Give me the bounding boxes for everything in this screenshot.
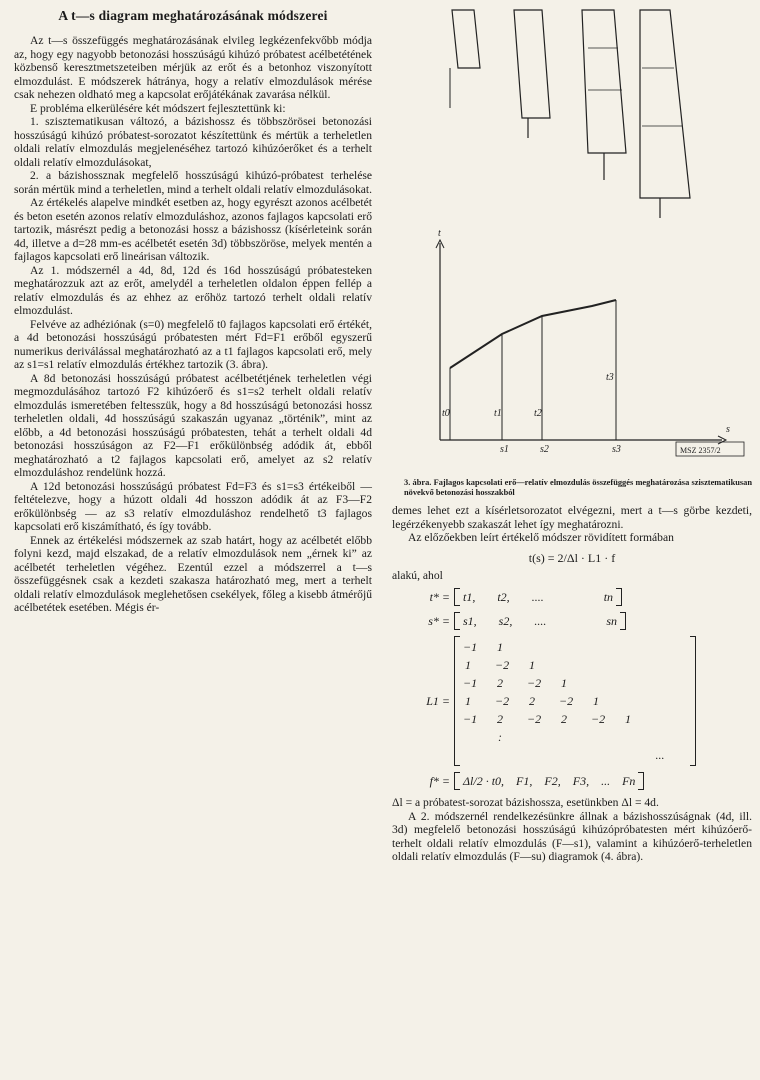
matrix-cell: −2 — [495, 694, 510, 708]
specimen-outline — [582, 10, 626, 153]
paragraph: demes lehet ezt a kísérletsorozatot elvégezni, mert a t—s görbe kezdeti, legérzékenyebb szakaszát lehet így meghatározni. — [392, 504, 752, 531]
matrix-cell: −1 — [463, 640, 478, 654]
t-vector-bracket — [454, 588, 622, 606]
matrix-cell — [463, 730, 473, 744]
matrix-cell — [623, 676, 633, 690]
main-formula: t(s) = 2/Δl · L1 · f — [528, 550, 616, 565]
formula-suffix: alakú, ahol — [392, 568, 443, 582]
specimen-outline — [640, 10, 690, 198]
section-title: A t—s diagram meghatározásának módszerei — [58, 8, 328, 23]
paragraph: A 2. módszernél rendelkezésünkre állnak a bázishosszúságnak (4d, ill. 3d) megfelelő betonozási hosszúságú kihúzópróbatesten mért kihúzóerő-terhelt oldali relatív elmozdulás (F—s1), valamint a kihúzóerő-terheletlen oldali relatív elmozdulás (F—su) diagramok (4. ábra). — [392, 809, 752, 863]
matrix-cell: 2 — [497, 712, 503, 726]
L-matrix-label: L1 = — [426, 694, 450, 708]
matrix-cell — [623, 640, 633, 654]
matrix-cell: −2 — [495, 658, 510, 672]
matrix-cell: 1 — [465, 694, 471, 708]
paragraph: Az előzőekben leírt értékelő módszer rövidített formában — [408, 531, 674, 544]
matrix-cell: 2 — [529, 694, 535, 708]
matrix-cell: : — [498, 730, 502, 744]
matrix-cell — [559, 748, 569, 762]
matrix-cell — [527, 640, 537, 654]
matrix-cell — [655, 712, 665, 726]
t-vector — [392, 588, 752, 606]
t-s-curve — [450, 300, 616, 368]
matrix-cell — [623, 730, 633, 744]
matrix-cell: 1 — [625, 712, 631, 726]
vector-entry: F3, — [572, 774, 590, 788]
point-label: t0 — [442, 408, 450, 419]
matrix-cell — [655, 694, 665, 708]
paragraph: A 8d betonozási hosszúságú próbatest acélbetétjének terheletlen végi megmozdulásához tartozó F2 kihúzóerő és s1=s2 terhelt oldali relatív elmozdulás ismeretében feltesszük, hogy a 8d hosszúságú betonozási hossz terheletlen oldali, 4d hosszúságú szakaszán ugyanaz „történik”, mint az előbb, a 4d betonozási hosszúságú próbatesten, tehát a terhelt oldali 4d betonozási hosszúságon az F2—F1 erőkülönbség adódik át, ebből meghatározható a t2 fajlagos kapcsolati erő, amelyet az s2 relatív elmozduláshoz rendelünk hozzá. — [14, 371, 372, 479]
matrix-cell: −1 — [463, 712, 478, 726]
matrix-cell — [591, 730, 601, 744]
L-matrix — [392, 636, 752, 766]
vector-entry: Fn — [622, 774, 636, 788]
matrix-cell — [591, 640, 601, 654]
matrix-cell: 1 — [593, 694, 599, 708]
point-label: t1 — [494, 408, 502, 419]
f-vector-bracket — [454, 772, 644, 790]
matrix-cell — [655, 730, 665, 744]
paragraph: 2. a bázishossznak megfelelő hosszúságú kihúzó-próbatest terhelése során mértük mind a terheletlen, mind a terhelt oldali relatív elmozdulásokat. — [14, 169, 373, 196]
vector-entry: sn — [606, 614, 618, 628]
vector-entry: s1, — [463, 614, 477, 628]
matrix-grid — [455, 636, 695, 766]
matrix-cell: 1 — [465, 658, 471, 672]
matrix-cell — [591, 748, 601, 762]
y-axis-label: t — [438, 228, 441, 239]
matrix-cell: 2 — [561, 712, 567, 726]
matrix-cell — [591, 676, 601, 690]
vector-entry: .... — [534, 614, 547, 628]
right-column — [392, 8, 752, 864]
left-column — [14, 8, 372, 615]
matrix-cell — [527, 748, 537, 762]
vector-entry: Δl/2 · t0, — [463, 774, 505, 788]
matrix-cell: −2 — [527, 676, 542, 690]
matrix-cell — [655, 640, 665, 654]
s-vector-label: s* = — [428, 614, 450, 628]
matrix-cell — [655, 676, 665, 690]
paragraph: Ennek az értékelési módszernek az szab határt, hogy az acélbetét előbb folyni kezd, majd elszakad, de a relatív elmozdulások nem „érnek ki” az acélbetét terheletlen végéhez. Ezentúl ezzel a módszerrel a t—s összefüggésnek csak a kezdeti szakasza határozható meg, mert a terhelt oldali relatív elmozdulások meglehetősen csekélyek, főleg a kisebb átmérőjű acélbetétek esetében. Mégis ér- — [14, 533, 372, 614]
matrix-cell — [559, 730, 569, 744]
vector-entry: t2, — [497, 590, 510, 604]
specimen-outline — [514, 10, 550, 118]
matrix-cell: −2 — [559, 694, 574, 708]
point-label: s3 — [612, 444, 621, 455]
matrix-cell — [559, 640, 569, 654]
paragraph: A 12d betonozási hosszúságú próbatest Fd=F3 és s1=s3 értékeiből — feltételezve, hogy a húzott oldali 4d hosszon adódik át az F3—F2 erőkülönbség — az s3 relatív elmozduláshoz rendelhető t3 fajlagos kapcsolati erő kiszámítható, és így tovább. — [14, 479, 372, 533]
matrix-cell: 1 — [529, 658, 535, 672]
point-label: t2 — [534, 408, 542, 419]
matrix-cell — [623, 694, 633, 708]
figure-3-drawing — [392, 8, 752, 468]
matrix-cell: −1 — [463, 676, 478, 690]
matrix-cell: 2 — [497, 676, 503, 690]
paragraph: Az értékelés alapelve mindkét esetben az, hogy egyrészt azonos acélbetét és beton esetén azonos relatív elmozduláshoz, azonos fajlagos kapcsolati erő tartozik, másrészt pedig a betonozási hossz a bázishossz (kísérleteink során 4d, illetve a d=28 mm-es acélbetét esetén 3d) többszöröse, melyek mentén a fajlagos kapcsolati erő lineárisan változik. — [14, 196, 372, 263]
vector-entry: t1, — [463, 590, 476, 604]
vector-entry: tn — [603, 590, 614, 604]
figure-3 — [392, 8, 752, 476]
point-label: s1 — [500, 444, 509, 455]
f-vector — [392, 772, 752, 790]
matrix-cell — [623, 748, 633, 762]
stamp-text: MSZ 2357/2 — [680, 446, 721, 455]
matrix-cell — [559, 658, 569, 672]
matrix-cell — [495, 748, 505, 762]
paragraph: 1. szisztematikusan változó, a bázishossz és többszörösei betonozási hosszúságú kihúzó próbatest-sorozatot készítettünk és mértük a terheletlen oldali relatív elmozdulás megjelenéséhez tartozó kihúzóerőket és a terhelt oldali relatív elmozdulásokat, — [14, 115, 372, 169]
f-vector-label: f* = — [429, 774, 450, 788]
matrix-cell: −2 — [527, 712, 542, 726]
L-matrix-bracket — [454, 636, 696, 766]
figure-caption: 3. ábra. Fajlagos kapcsolati erő—relatív elmozdulás összefüggés meghatározása szisztematikusan növekvő betonozási hosszakból — [404, 478, 752, 497]
matrix-cell — [655, 658, 665, 672]
point-label: t3 — [606, 372, 614, 383]
paragraph: Az 1. módszernél a 4d, 8d, 12d és 16d hosszúságú próbatesteken meghatározzuk azt az erőt, amelydél a terheletlen oldalon éppen fellép a relatív elmozdulás és az ehhez az erőhöz tartozó terhelt oldali relatív elmozdulást. — [14, 263, 372, 317]
matrix-cell — [527, 730, 537, 744]
point-label: s2 — [540, 444, 549, 455]
paragraph: Δl = a próbatest-sorozat bázishossza, esetünkben Δl = 4d. — [392, 796, 659, 809]
matrix-cell: 1 — [497, 640, 503, 654]
paragraph: Az t—s összefüggés meghatározásának elvileg legkézenfekvőbb módja az, hogy egy nagyobb betonozási hosszúságú kihúzó próbatest acélbetétének közbenső keresztmetszeteiben mérjük az erőt és a betonhoz viszonyított elmozdulást. E módszerek hátránya, hogy a relatív elmozdulások mérése csak nehezen oldható meg a kapcsolat erőjátékának zavarása nélkül. — [14, 34, 372, 101]
s-vector-bracket — [454, 612, 626, 630]
s-vector — [392, 612, 752, 630]
specimen-outline — [452, 10, 480, 68]
matrix-cell — [623, 658, 633, 672]
t-vector-label: t* = — [429, 590, 450, 604]
matrix-cell: −2 — [591, 712, 606, 726]
vector-entry: .... — [531, 590, 544, 604]
x-axis-label: s — [726, 424, 730, 435]
vector-entry: ... — [601, 774, 611, 788]
vector-entry: F1, — [516, 774, 533, 788]
vector-entry: F2, — [544, 774, 561, 788]
paragraph: Felvéve az adhéziónak (s=0) megfelelő t0 fajlagos kapcsolati erő értékét, a 4d betonozási hosszúságú próbatesten mért Fd=F1 erőből egyszerű numerikus deriválással meghatározható az a t1 fajlagos kapcsolati erő, mely az s1=s1 relatív elmozdulás értékhez tartozik (3. ábra). — [14, 317, 372, 371]
matrix-cell — [463, 748, 473, 762]
matrix-cell — [591, 658, 601, 672]
paragraph: E probléma elkerülésére két módszert fejlesztettünk ki: — [30, 101, 286, 115]
vector-entry: s2, — [498, 614, 513, 628]
matrix-cell: ... — [655, 748, 665, 762]
matrix-cell: 1 — [561, 676, 567, 690]
